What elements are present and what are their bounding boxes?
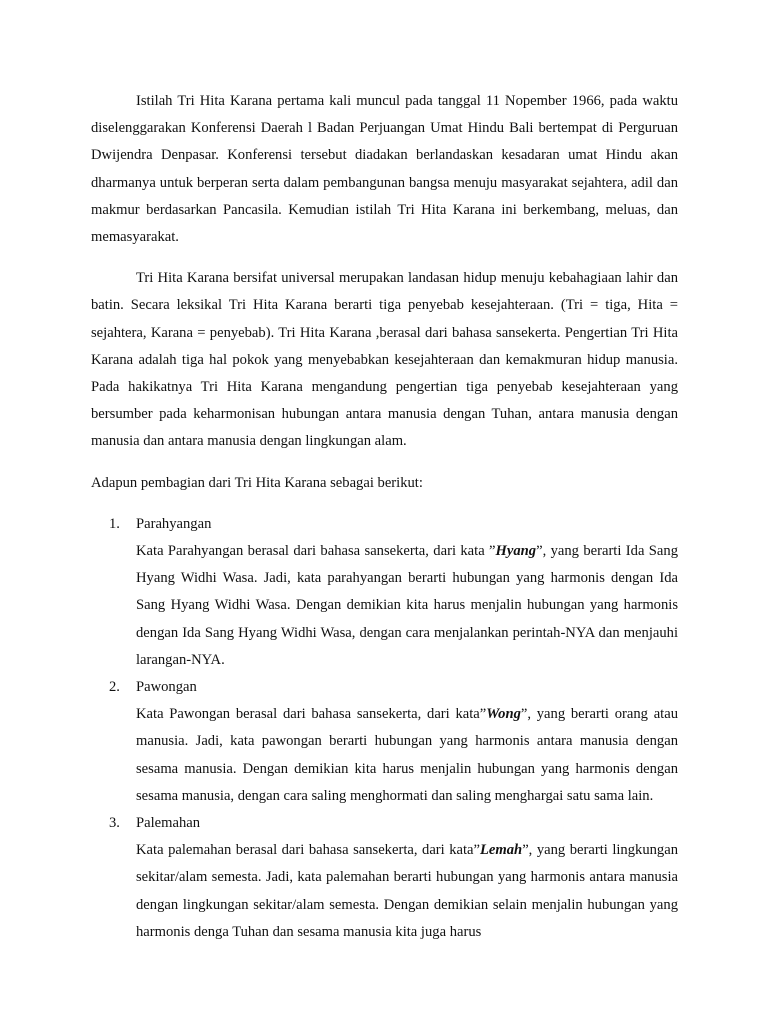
document-page — [91, 88, 678, 946]
list-item-number: 1. — [109, 515, 120, 532]
list-item-palemahan — [91, 810, 678, 946]
tri-hita-karana-list — [91, 511, 678, 946]
paragraph-list-intro: Adapun pembagian dari Tri Hita Karana sebagai berikut: — [91, 474, 423, 491]
list-item-title: Palemahan — [136, 815, 201, 832]
list-item-parahyangan — [91, 511, 678, 674]
body-text-after: ”, yang berarti lingkungan sekitar/alam semesta. Jadi, kata palemahan berarti hubungan yang harmonis antara manusia dengan lingkungan sekitar/alam semesta. Dengan demikian selain menjalin hubungan yang harmonis denga Tuhan dan sesama manusia kita juga harus — [136, 842, 678, 940]
list-item-body — [136, 701, 678, 810]
keyword: Hyang — [495, 543, 537, 560]
body-text-after: ”, yang berarti Ida Sang Hyang Widhi Wasa. Jadi, kata parahyangan berarti hubungan yang harmonis dengan Ida Sang Hyang Widhi Wasa. Dengan demikian kita harus menjalin hubungan yang harmonis dengan Ida Sang Hyang Widhi Wasa, dengan cara menjalankan perintah-NYA dan menjauhi larangan-NYA. — [136, 543, 678, 668]
body-text-before: Kata Pawongan berasal dari bahasa sansekerta, dari kata” — [136, 706, 487, 723]
list-item-number: 3. — [109, 815, 120, 832]
body-text-before: Kata palemahan berasal dari bahasa sansekerta, dari kata” — [136, 842, 481, 859]
list-item-pawongan — [91, 674, 678, 810]
paragraph-origin: Istilah Tri Hita Karana pertama kali muncul pada tanggal 11 Nopember 1966, pada waktu diselenggarakan Konferensi Daerah l Badan Perjuangan Umat Hindu Bali bertempat di Perguruan Dwijendra Denpasar. Konferensi tersebut diadakan berlandaskan kesadaran umat Hindu akan dharmanya untuk berperan serta dalam pembangunan bangsa menuju masyarakat sejahtera, adil dan makmur berdasarkan Pancasila. Kemudian istilah Tri Hita Karana ini berkembang, meluas, dan memasyarakat. — [91, 93, 678, 246]
body-text-before: Kata Parahyangan berasal dari bahasa sansekerta, dari kata ” — [136, 543, 496, 560]
list-item-body — [136, 837, 678, 946]
body-text-after: ”, yang berarti orang atau manusia. Jadi, kata pawongan berarti hubungan yang harmonis antara manusia dengan sesama manusia. Dengan demikian kita harus menjalin hubungan yang harmonis dengan sesama manusia, dengan cara saling menghormati dan saling menghargai satu sama lain. — [136, 706, 679, 804]
keyword: Wong — [486, 706, 521, 723]
list-item-number: 2. — [109, 679, 120, 696]
list-item-title: Pawongan — [136, 679, 197, 696]
keyword: Lemah — [480, 842, 523, 859]
list-item-body — [136, 538, 678, 674]
paragraph-definition: Tri Hita Karana bersifat universal merupakan landasan hidup menuju kebahagiaan lahir dan batin. Secara leksikal Tri Hita Karana berarti tiga penyebab kesejahteraan. (Tri = tiga, Hita = sejahtera, Karana = penyebab). Tri Hita Karana ,berasal dari bahasa sansekerta. Pengertian Tri Hita Karana adalah tiga hal pokok yang menyebabkan kesejahteraan dan kemakmuran hidup manusia. Pada hakikatnya Tri Hita Karana mengandung pengertian tiga penyebab kesejahteraan yang bersumber pada keharmonisan hubungan antara manusia dengan Tuhan, antara manusia dengan manusia dan antara manusia dengan lingkungan alam. — [91, 270, 678, 450]
list-item-title: Parahyangan — [136, 515, 212, 532]
